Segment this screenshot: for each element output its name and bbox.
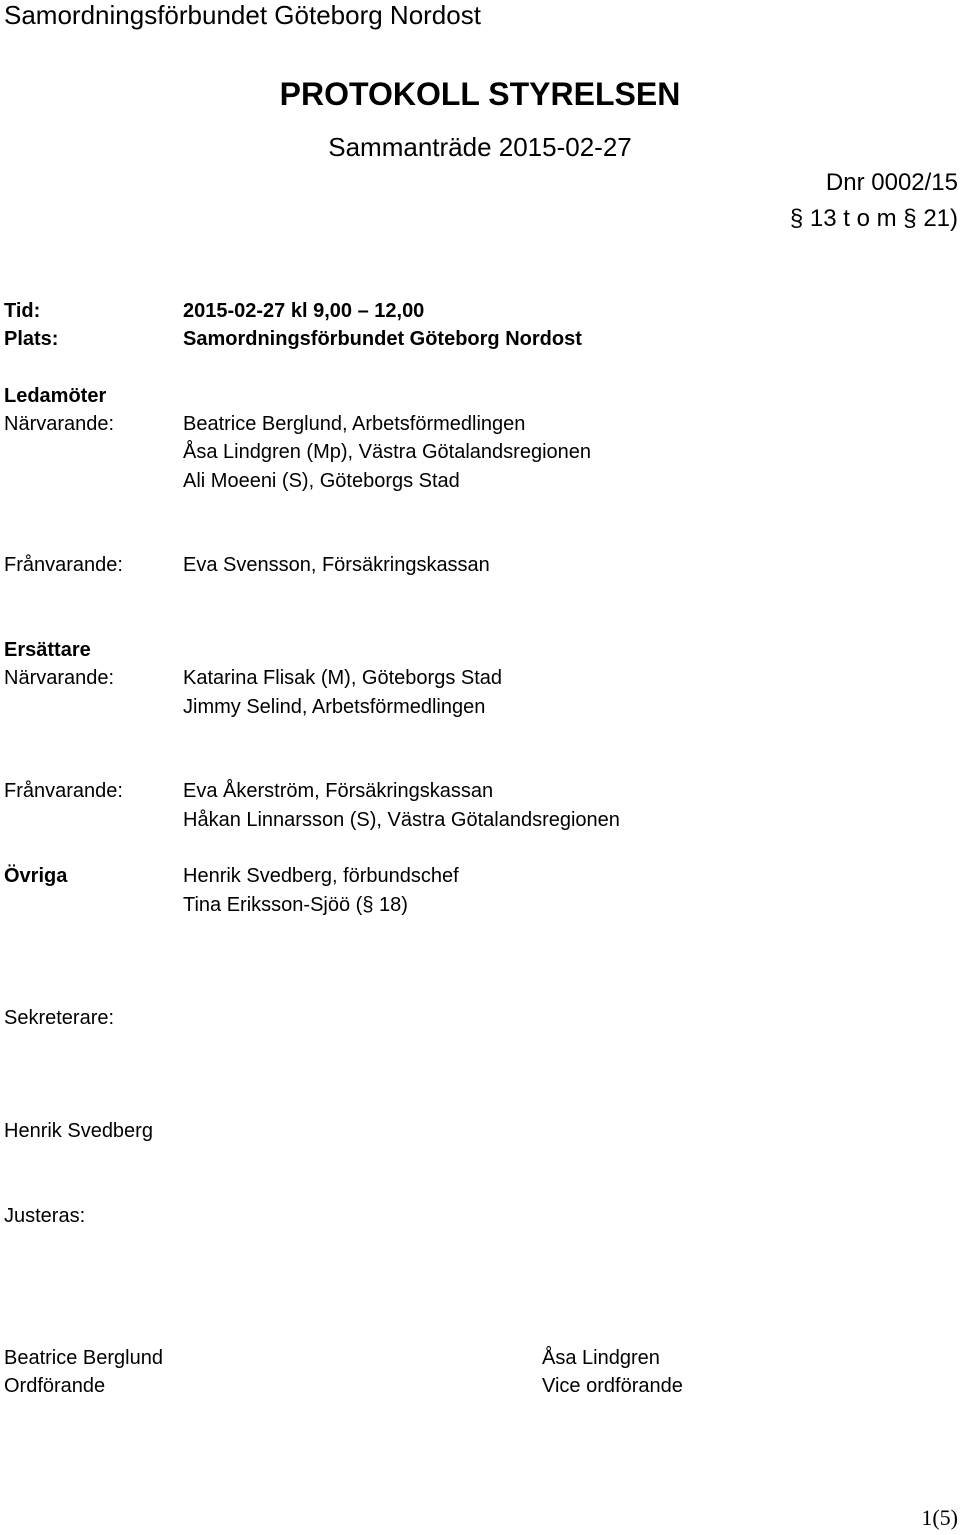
time-value: 2015-02-27 kl 9,00 – 12,00 <box>183 300 425 322</box>
member-present-3: Ali Moeeni (S), Göteborgs Stad <box>183 470 460 492</box>
substitute-present-1: Katarina Flisak (M), Göteborgs Stad <box>183 667 503 689</box>
time-label: Tid: <box>4 300 41 322</box>
paragraph-range: § 13 t o m § 21) <box>789 205 958 232</box>
document-title: PROTOKOLL STYRELSEN <box>279 76 681 112</box>
substitute-absent-2: Håkan Linnarsson (S), Västra Götalandsregionen <box>183 809 620 831</box>
adjusted-label: Justeras: <box>4 1205 86 1227</box>
member-present-1: Beatrice Berglund, Arbetsförmedlingen <box>183 413 526 435</box>
place-value: Samordningsförbundet Göteborg Nordost <box>183 328 582 350</box>
others-heading: Övriga <box>4 865 68 887</box>
place-label: Plats: <box>4 328 59 350</box>
secretary-name: Henrik Svedberg <box>4 1120 153 1142</box>
substitutes-absent-label: Frånvarande: <box>4 780 123 802</box>
substitutes-present-label: Närvarande: <box>4 667 115 689</box>
page-number: 1(5) <box>921 1505 958 1530</box>
secretary-label: Sekreterare: <box>4 1007 115 1029</box>
signatory-1-name: Beatrice Berglund <box>4 1347 163 1369</box>
member-absent-1: Eva Svensson, Försäkringskassan <box>183 554 490 576</box>
substitute-present-2: Jimmy Selind, Arbetsförmedlingen <box>183 696 486 718</box>
members-absent-label: Frånvarande: <box>4 554 123 576</box>
meeting-subtitle: Sammanträde 2015-02-27 <box>328 132 632 162</box>
other-attendee-2: Tina Eriksson-Sjöö (§ 18) <box>183 894 408 916</box>
registration-number: Dnr 0002/15 <box>825 169 958 196</box>
substitute-absent-1: Eva Åkerström, Försäkringskassan <box>183 780 494 802</box>
substitutes-heading: Ersättare <box>4 639 91 661</box>
members-present-label: Närvarande: <box>4 413 115 435</box>
signatory-2-name: Åsa Lindgren <box>542 1347 660 1369</box>
other-attendee-1: Henrik Svedberg, förbundschef <box>183 865 459 887</box>
member-present-2: Åsa Lindgren (Mp), Västra Götalandsregionen <box>183 441 592 463</box>
members-heading: Ledamöter <box>4 385 107 407</box>
signatory-2-role: Vice ordförande <box>542 1375 683 1397</box>
signatory-1-role: Ordförande <box>4 1375 106 1397</box>
organization-header: Samordningsförbundet Göteborg Nordost <box>4 0 481 30</box>
